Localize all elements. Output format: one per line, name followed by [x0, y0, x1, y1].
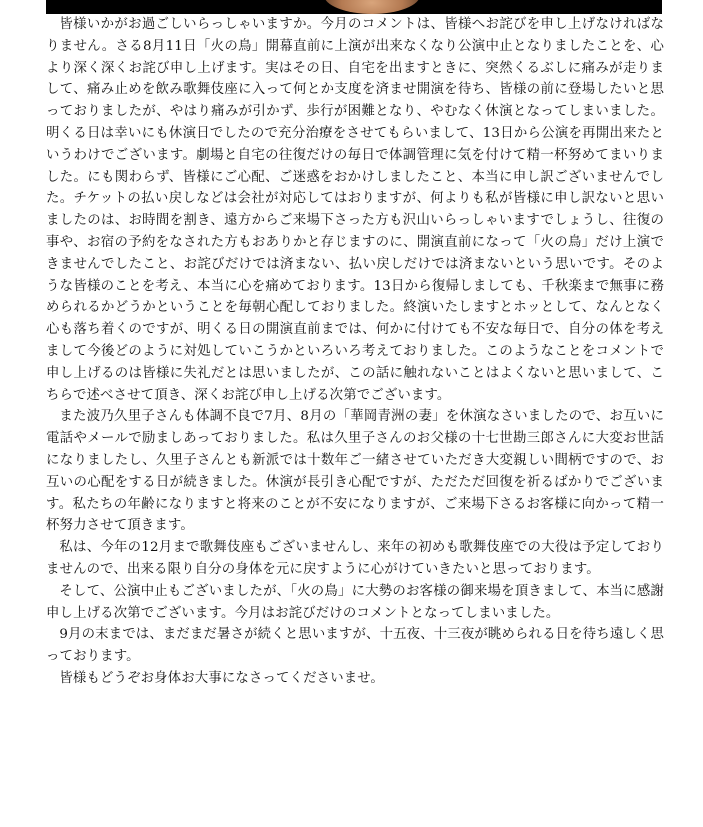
paragraph-thanks: そして、公演中止もございましたが、「火の鳥」に大勢のお客様の御来場を頂きまして、本当に感謝申し上げる次第でございます。今月はお詫びだけのコメントとなってしまいました。	[46, 583, 664, 621]
paragraph-schedule: 私は、今年の12月まで歌舞伎座もございませんし、来年の初めも歌舞伎座での大役は予定しておりませんので、出来る限り自分の身体を元に戻すように心がけていきたいと思っております。	[46, 540, 664, 577]
paragraph-closing: 皆様もどうぞお身体お大事になさってくださいませ。	[59, 670, 384, 686]
paragraph-season: 9月の末までは、まだまだ暑さが続くと思いますが、十五夜、十三夜が眺められる日を待ち遠しく思っております。	[46, 627, 664, 665]
comment-article	[46, 14, 664, 690]
header-photo-strip	[46, 0, 662, 14]
paragraph-kuriko: また波乃久里子さんも体調不良で7月、8月の「華岡青洲の妻」を休演なさいましたので、お互いに電話やメールで励ましあっておりました。私は久里子さんのお父様の十七世勘三郎さんに大変お世話になりましたし、久里子さんとも新派では十数年ご一緒させていただき大変親しい間柄ですので、お互いの心配をする日が続きました。休演が長引き心配ですが、ただただ回復を祈るばかりでございます。私たちの年齢になりますと将来のことが不安になりますが、ご来場下さるお客様に向かって精一杯努力させて頂きます。	[46, 409, 664, 534]
paragraph-apology: 皆様いかがお過ごしいらっしゃいますか。今月のコメントは、皆様へお詫びを申し上げなければなりません。さる8月11日「火の鳥」開幕直前に上演が出来なくなり公演中止となりましたことを、心より深く深くお詫び申し上げます。実はその日、自宅を出ますときに、突然くるぶしに痛みが走りまして、痛み止めを飲み歌舞伎座に入って何とか支度を済ませ開演を待ち、皆様の前に登場したいと思っておりましたが、やはり痛みが引かず、歩行が困難となり、やむなく休演となってしまいました。明くる日は幸いにも休演日でしたので充分治療をさせてもらいまして、13日から公演を再開出来たというわけでございます。劇場と自宅の往復だけの毎日で体調管理に気を付けて精一杯努めてまいりました。にも関わらず、皆様にご心配、ご迷惑をおかけしましたこと、本当に申し訳ございませんでした。チケットの払い戻しなどは会社が対応してはおりますが、何よりも私が皆様に申し訳ないと思いましたのは、お時間を割き、遠方からご来場下さった方も沢山いらっしゃいますでしょうし、往復の事や、お宿の予約をなされた方もおありかと存じますのに、開演直前になって「火の鳥」だけ上演できませんでしたこと、お詫びだけでは済まない、払い戻しだけでは済まないという思いです。そのような皆様のことを考え、本当に心を痛めております。13日から復帰しましても、千秋楽まで無事に務められるかどうかということを毎朝心配しておりました。終演いたしますとホッとして、なんとなく心も落ち着くのですが、明くる日の開演直前までは、何かに付けても不安な毎日で、自分の体を考えまして今後どのように対処していこうかといろいろ考えておりました。このようなことをコメントで申し上げるのは皆様に失礼だとは思いましたが、この話に触れないことはよくないと思いまして、こちらで述べさせて頂き、深くお詫び申し上げる次第でございます。	[46, 17, 664, 403]
portrait-photo-fragment	[324, 0, 420, 14]
